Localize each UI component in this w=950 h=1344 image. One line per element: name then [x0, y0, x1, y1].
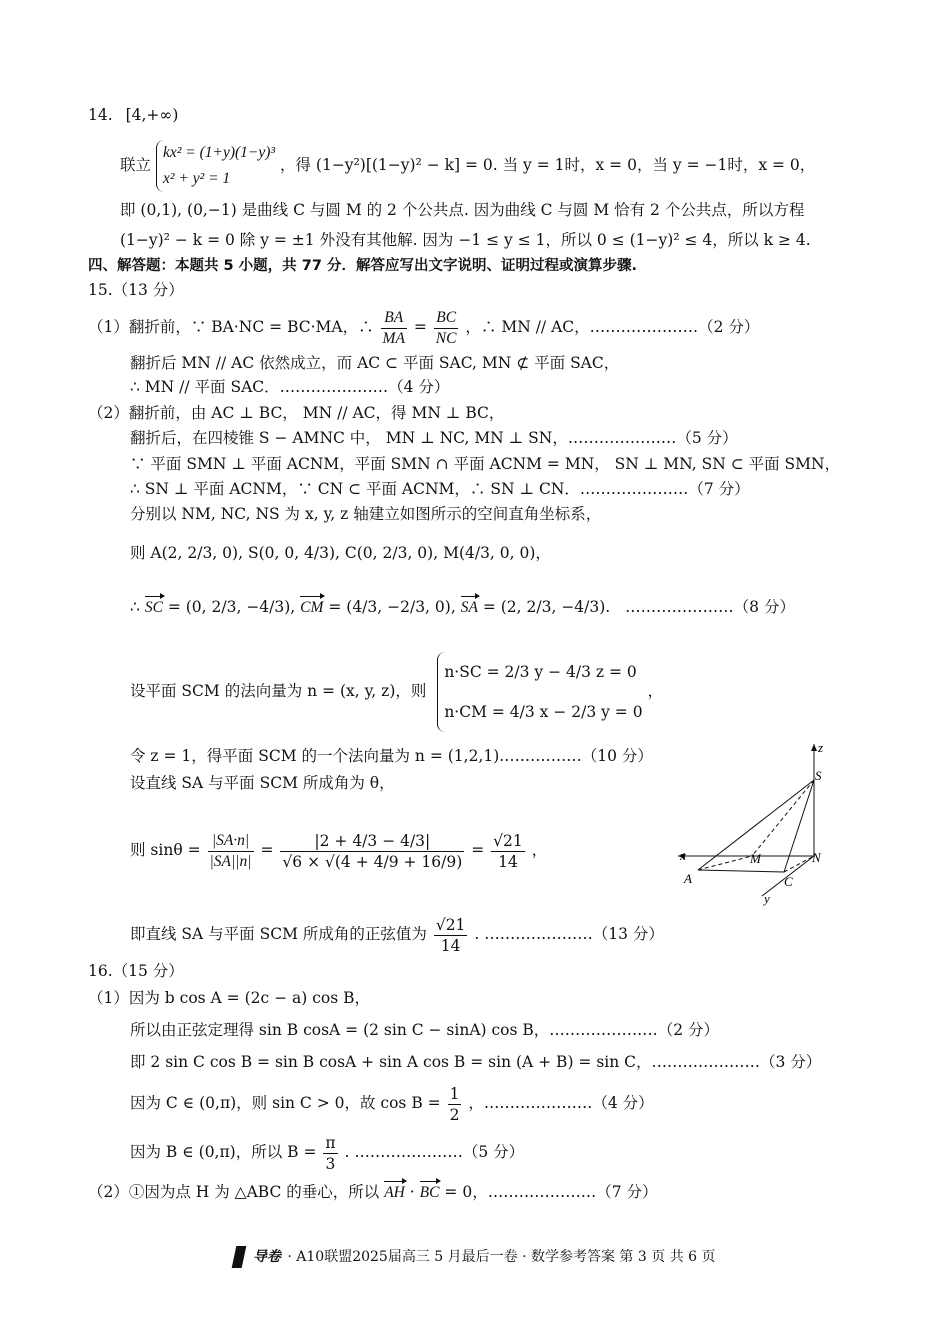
q15-p2: 翻折后 MN // AC 依然成立，而 AC ⊂ 平面 SAC, MN ⊄ 平面 SAC， — [130, 354, 620, 372]
q15-p14-frac2-den: √6 × √(4 + 4/9 + 16/9) — [282, 852, 463, 871]
q15-p14-frac2 — [280, 831, 464, 872]
q15-p1-frac1-den: MA — [382, 329, 405, 347]
q15-p3: ∴ MN // 平面 SAC．…………………（4 分） — [130, 378, 450, 396]
q15-p14-frac3-den: 14 — [498, 852, 518, 871]
q15-p5: 翻折后，在四棱锥 S − AMNC 中， MN ⊥ NC, MN ⊥ SN，…………………（5 分） — [130, 429, 738, 447]
q14-line1 — [120, 140, 815, 192]
q16-l5-frac-num: π — [325, 1133, 336, 1152]
q15-p1-equals: = — [413, 318, 427, 336]
vector-ah: AH — [384, 1182, 405, 1204]
q15-p15-frac — [434, 915, 468, 956]
q15-p1-frac2 — [434, 308, 459, 349]
q15-p9: 则 A(2, 2/3, 0), S(0, 0, 4/3), C(0, 2/3, 0), M(4/3, 0, 0)， — [130, 544, 551, 562]
q16-l4-start: 因为 C ∈ (0,π)，则 sin C > 0，故 cos B = — [130, 1094, 441, 1112]
q16-l5-frac-den: 3 — [325, 1154, 336, 1173]
label-s: S — [815, 768, 822, 783]
q15-p10-score: …………………（8 分） — [625, 598, 795, 616]
q15-p7: ∴ SN ⊥ 平面 ACNM，∵ CN ⊂ 平面 ACNM，∴ SN ⊥ CN．…………………（7 分） — [130, 480, 750, 498]
q16-l4 — [130, 1081, 654, 1125]
q15-p10-start: ∴ — [130, 598, 140, 616]
q16-l4-frac-num: 1 — [449, 1084, 460, 1103]
vector-sa: SA — [461, 597, 478, 619]
q15-p1-frac2-num: BC — [434, 308, 459, 329]
q16-l1: （1）因为 b cos A = (2c − a) cos B， — [88, 989, 370, 1007]
q16-l4-frac — [448, 1084, 462, 1125]
q15-p10-vec1: = (0, 2/3, −4/3), — [167, 598, 296, 616]
q15-p15-start: 即直线 SA 与平面 SCM 所成角的正弦值为 — [130, 925, 427, 943]
q14-system-eq1: kx² = (1+y)(1−y)³ — [162, 144, 276, 161]
q16-l4-frac-den: 2 — [449, 1105, 460, 1124]
brand-logo-icon — [232, 1246, 247, 1268]
q14-number: 14. — [88, 106, 113, 124]
section-header: 四、解答题：本题共 5 小题，共 77 分．解答应写出文字说明、证明过程或演算步骤. — [88, 258, 637, 274]
footer-text: · A10联盟2025届高三 5 月最后一卷 · 数学参考答案 第 3 页 共 6 页 — [287, 1249, 716, 1265]
edge-sm — [752, 780, 814, 856]
q16-header: 16.（15 分） — [88, 962, 184, 980]
label-m: M — [750, 851, 761, 866]
q15-p1-frac1-num: BA — [381, 308, 407, 329]
q15-p14-frac2-num: |2 + 4/3 − 4/3| — [280, 831, 464, 852]
label-z: z — [818, 740, 824, 755]
q15-normal-system — [437, 652, 642, 732]
q15-p4: （2）翻折前，由 AC ⊥ BC， MN // AC，得 MN ⊥ BC， — [88, 404, 505, 422]
z-axis-arrow — [811, 744, 817, 751]
q15-p6: ∵ 平面 SMN ⊥ 平面 ACNM，平面 SMN ∩ 平面 ACNM = MN， SN ⊥ MN, SN ⊂ 平面 SMN， — [130, 455, 841, 473]
q15-p14-end: ， — [531, 841, 548, 859]
q16-l2: 所以由正弦定理得 sin B cosA = (2 sin C − sinA) cos B，…………………（2 分） — [130, 1021, 720, 1039]
q15-p15-frac-den: 14 — [440, 936, 461, 955]
label-n: N — [812, 850, 821, 865]
q16-l5-frac — [323, 1133, 337, 1174]
q15-p1-end: ，∴ MN // AC，…………………（2 分） — [465, 318, 760, 336]
q15-p15-end: . …………………（13 分） — [474, 925, 664, 943]
q15-p14: 则 sinθ = $\frac{|SA\cdot n|}{|SA||n|}$ = $\frac{|2 + 4/3 - 4/3|}{√6 \times √(4 + 4/9 + 16/9)}$ = $\frac{√21}{14}$ ， — [130, 831, 548, 871]
q15-p14-frac3 — [491, 831, 525, 872]
q15-p13: 设直线 SA 与平面 SCM 所成角为 θ， — [130, 774, 395, 792]
q16-l6-start: （2）①因为点 H 为 △ABC 的垂心，所以 — [88, 1183, 380, 1201]
q16-l6 — [88, 1181, 658, 1204]
q14-system-eq2: x² + y² = 1 — [162, 170, 231, 187]
q15-p1 — [88, 305, 759, 349]
q15-p12: 令 z = 1，得平面 SCM 的一个法向量为 n = (1,2,1).……………（10 分） — [130, 747, 653, 765]
q14-line1-end: ，得 (1−y²)[(1−y)² − k] = 0. 当 y = 1时，x = 0，当 y = −1时，x = 0， — [279, 156, 816, 174]
q14-system — [156, 140, 275, 192]
page-footer — [0, 1246, 950, 1268]
q15-p11-end: ， — [647, 682, 664, 700]
q16-l4-end: ，…………………（4 分） — [468, 1094, 654, 1112]
edge-am — [698, 856, 752, 870]
label-y: y — [764, 891, 770, 906]
vector-sc: SC — [145, 597, 163, 619]
vector-bc: BC — [420, 1182, 440, 1204]
q14-line1-start: 联立 — [120, 156, 152, 174]
q15-p14-frac3-num: √21 — [493, 831, 523, 850]
q14-line2: 即 (0,1), (0,−1) 是曲线 C 与圆 M 的 2 个公共点. 因为曲线 C 与圆 M 恰有 2 个公共点，所以方程 — [120, 201, 805, 219]
q16-l6-end: = 0，…………………（7 分） — [444, 1183, 658, 1201]
label-c: C — [784, 874, 793, 889]
q15-p11-start: 设平面 SCM 的法向量为 n = (x, y, z)，则 — [130, 682, 427, 700]
q15-p8: 分别以 NM, NC, NS 为 x, y, z 轴建立如图所示的空间直角坐标系， — [130, 505, 602, 523]
q15-p1-frac1 — [381, 308, 407, 349]
pyramid-figure — [672, 740, 850, 908]
q16-l6-dot: · — [409, 1183, 415, 1201]
q14-answer: [4,+∞) — [125, 106, 179, 124]
q15-p15 — [130, 912, 664, 956]
q15-p14-frac1 — [208, 831, 254, 872]
q15-p15-frac-num: √21 — [435, 915, 466, 934]
q15-header: 15.（13 分） — [88, 281, 184, 299]
brand-name: 导卷 — [252, 1249, 281, 1265]
q15-p1-frac2-den: NC — [435, 329, 457, 347]
q15-p11 — [130, 652, 663, 732]
q16-l5 — [130, 1130, 524, 1174]
label-x: x — [680, 848, 686, 863]
q15-p14-frac1-den: |SA||n| — [209, 852, 252, 870]
q15-normal-system-eq2: n·CM = 4/3 x − 2/3 y = 0 — [444, 703, 643, 721]
label-a: A — [684, 871, 692, 886]
q16-l5-start: 因为 B ∈ (0,π)，所以 B = — [130, 1143, 317, 1161]
q15-p10-vec3: = (2, 2/3, −4/3). — [482, 598, 611, 616]
q14-line3: (1−y)² − k = 0 除 y = ±1 外没有其他解. 因为 −1 ≤ y ≤ 1，所以 0 ≤ (1−y)² ≤ 4，所以 k ≥ 4. — [120, 231, 811, 249]
q16-l5-end: . …………………（5 分） — [344, 1143, 525, 1161]
q14-title — [88, 104, 178, 126]
q15-p14-frac1-num: |SA·n| — [208, 831, 254, 852]
q15-normal-system-eq1: n·SC = 2/3 y − 4/3 z = 0 — [444, 663, 637, 681]
q16-l3: 即 2 sin C cos B = sin B cosA + sin A cos B = sin (A + B) = sin C，…………………（3 分） — [130, 1053, 822, 1071]
q15-p10-vec2: = (4/3, −2/3, 0), — [328, 598, 456, 616]
edge-ac — [698, 870, 784, 872]
q15-p14-start: 则 sinθ = — [130, 841, 201, 859]
q15-p10 — [130, 596, 795, 619]
vector-cm: CM — [300, 597, 323, 619]
q15-p1-start: （1）翻折前，∵ BA·NC = BC·MA，∴ — [88, 318, 374, 336]
